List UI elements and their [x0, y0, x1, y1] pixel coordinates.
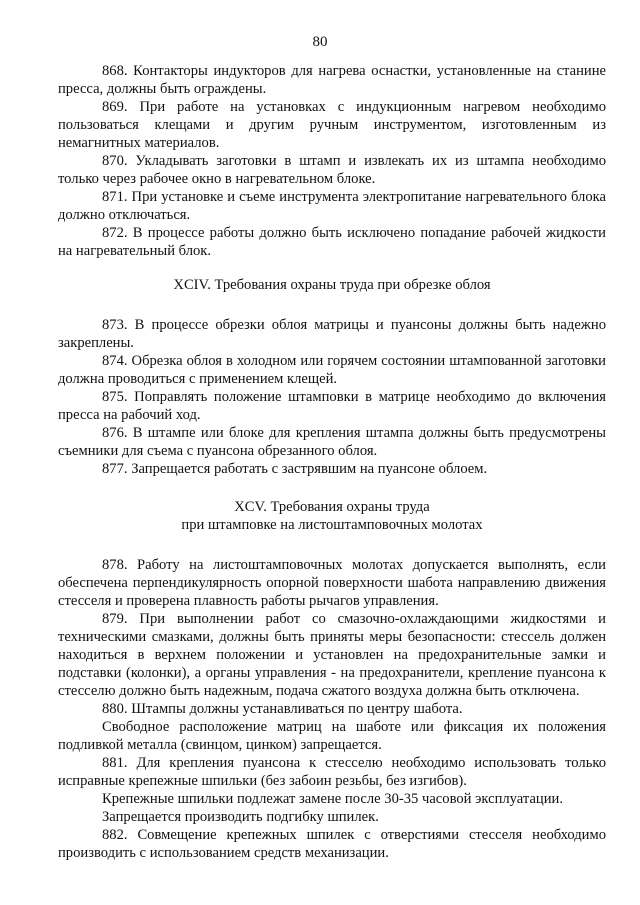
paragraph-868: 868. Контакторы индукторов для нагрева оснастки, установленные на станине пресса, должны быть ограждены. — [58, 63, 606, 97]
paragraph-878: 878. Работу на листоштамповочных молотах допускается выполнять, если обеспечена перпендикулярность опорной поверхности шабота направлению движения стесселя и проверена плавность работы рычагов управления. — [58, 557, 606, 609]
paragraph-881: 881. Для крепления пуансона к стесселю необходимо использовать только исправные крепежные шпильки (без забоин резьбы, без изгибов). — [58, 755, 606, 789]
paragraph-880: 880. Штампы должны устанавливаться по центру шабота. — [102, 701, 463, 717]
paragraph-877: 877. Запрещается работать с застрявшим на пуансоне облоем. — [102, 461, 488, 477]
paragraph-869: 869. При работе на установках с индукционным нагревом необходимо пользоваться клещами и другим ручным инструментом, изготовленным из немагнитных материалов. — [58, 99, 606, 151]
paragraph-874: 874. Обрезка облоя в холодном или горячем состоянии штампованной заготовки должна проводиться с применением клещей. — [58, 353, 606, 387]
section-heading-xcv-line2: при штамповке на листоштамповочных молотах — [181, 517, 483, 533]
page-number: 80 — [312, 34, 328, 50]
paragraph-876: 876. В штампе или блоке для крепления штампа должны быть предусмотрены съемники для съема с пуансона обрезанного облоя. — [58, 425, 606, 459]
paragraph-880-cont: Свободное расположение матриц на шаботе или фиксация их положения подливкой металла (свинцом, цинком) запрещается. — [58, 719, 606, 753]
section-heading-xciv: XCIV. Требования охраны труда при обрезке облоя — [173, 277, 491, 293]
paragraph-881-cont-2: Запрещается производить подгибку шпилек. — [102, 809, 379, 825]
section-heading-xcv-line1: XCV. Требования охраны труда — [234, 499, 430, 515]
paragraph-879: 879. При выполнении работ со смазочно-охлаждающими жидкостями и техническими смазками, должны быть приняты меры безопасности: стессель должен находиться в верхнем положении и установлен на предохранительные замки и подставки (колонки), а органы управления - на предохранители, крепление пуансона к стесселю должно быть надежным, подача сжатого воздуха должна быть отключена. — [58, 611, 606, 699]
paragraph-871: 871. При установке и съеме инструмента электропитание нагревательного блока должно отключаться. — [58, 189, 606, 223]
paragraph-870: 870. Укладывать заготовки в штамп и извлекать их из штампа необходимо только через рабочее окно в нагревательном блоке. — [58, 153, 606, 187]
paragraph-882: 882. Совмещение крепежных шпилек с отверстиями стесселя необходимо производить с использованием средств механизации. — [58, 827, 606, 861]
paragraph-875: 875. Поправлять положение штамповки в матрице необходимо до включения пресса на рабочий ход. — [58, 389, 606, 423]
paragraph-873: 873. В процессе обрезки облоя матрицы и пуансоны должны быть надежно закреплены. — [58, 317, 606, 351]
document-body — [58, 62, 606, 862]
paragraph-881-cont-1: Крепежные шпильки подлежат замене после 30-35 часовой эксплуатации. — [102, 791, 563, 807]
paragraph-872: 872. В процессе работы должно быть исключено попадание рабочей жидкости на нагревательный блок. — [58, 225, 606, 259]
